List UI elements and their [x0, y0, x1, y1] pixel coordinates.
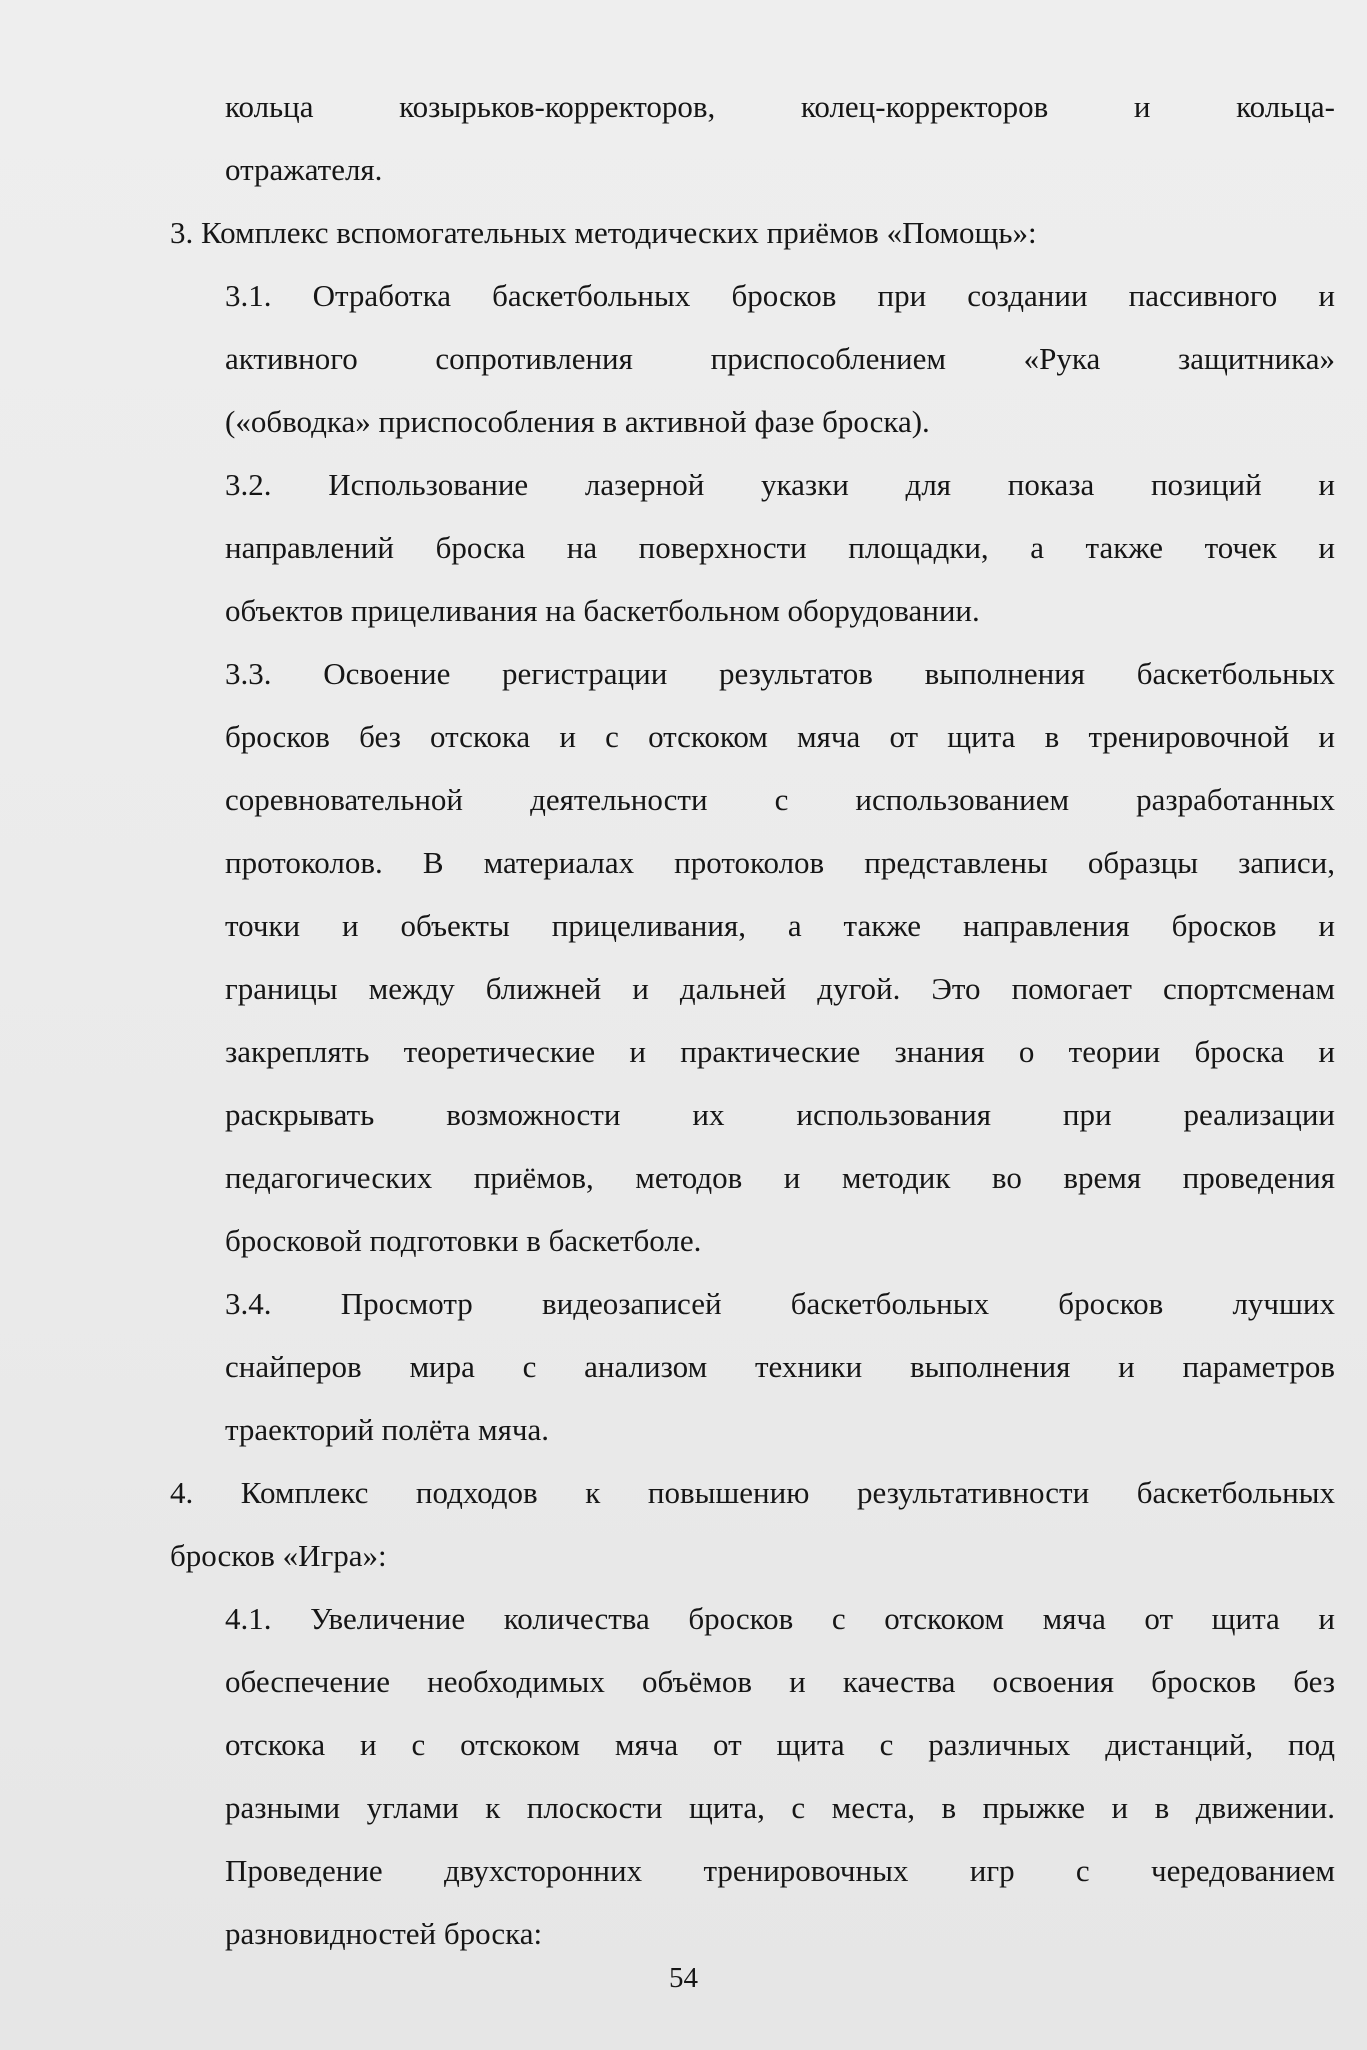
- page-number: 54: [669, 1962, 698, 1994]
- text-line: («обводка» приспособления в активной фазе броска).: [225, 404, 930, 439]
- text-line: закреплять теоретические и практические знания о теории броска и: [225, 1034, 1335, 1069]
- text-line: разными углами к плоскости щита, с места, в прыжке и в движении.: [225, 1790, 1335, 1825]
- text-line: педагогических приёмов, методов и методик во время проведения: [225, 1160, 1335, 1195]
- text-line: кольца козырьков-корректоров, колец-корректоров и кольца-: [225, 89, 1335, 124]
- text-line: 3.2. Использование лазерной указки для показа позиций и: [225, 467, 1335, 502]
- text-line: активного сопротивления приспособлением «Рука защитника»: [225, 341, 1335, 376]
- text-line: точки и объекты прицеливания, а также направления бросков и: [225, 908, 1335, 943]
- text-line: траекторий полёта мяча.: [225, 1412, 549, 1447]
- text-line: протоколов. В материалах протоколов представлены образцы записи,: [225, 845, 1335, 880]
- text-line: 4.1. Увеличение количества бросков с отскоком мяча от щита и: [225, 1601, 1335, 1636]
- text-line: 3.3. Освоение регистрации результатов выполнения баскетбольных: [225, 656, 1335, 691]
- text-line: разновидностей броска:: [225, 1916, 543, 1951]
- list-heading: 4. Комплекс подходов к повышению результативности баскетбольных: [170, 1475, 1335, 1510]
- text-line: Проведение двухсторонних тренировочных игр с чередованием: [225, 1853, 1335, 1888]
- text-line: раскрывать возможности их использования при реализации: [225, 1097, 1335, 1132]
- text-line: границы между ближней и дальней дугой. Это помогает спортсменам: [225, 971, 1335, 1006]
- text-line: отскока и с отскоком мяча от щита с различных дистанций, под: [225, 1727, 1335, 1762]
- text-line: бросковой подготовки в баскетболе.: [225, 1223, 702, 1258]
- text-line: объектов прицеливания на баскетбольном оборудовании.: [225, 593, 980, 628]
- text-line: обеспечение необходимых объёмов и качества освоения бросков без: [225, 1664, 1335, 1699]
- text-line: бросков без отскока и с отскоком мяча от щита в тренировочной и: [225, 719, 1335, 754]
- text-line: бросков «Игра»:: [170, 1538, 387, 1573]
- text-line: отражателя.: [225, 152, 383, 187]
- list-heading: 3. Комплекс вспомогательных методических приёмов «Помощь»:: [170, 215, 1037, 250]
- text-line: направлений броска на поверхности площадки, а также точек и: [225, 530, 1335, 565]
- text-line: 3.4. Просмотр видеозаписей баскетбольных бросков лучших: [225, 1286, 1335, 1321]
- text-line: снайперов мира с анализом техники выполнения и параметров: [225, 1349, 1335, 1384]
- text-line: 3.1. Отработка баскетбольных бросков при создании пассивного и: [225, 278, 1335, 313]
- text-line: соревновательной деятельности с использованием разработанных: [225, 782, 1335, 817]
